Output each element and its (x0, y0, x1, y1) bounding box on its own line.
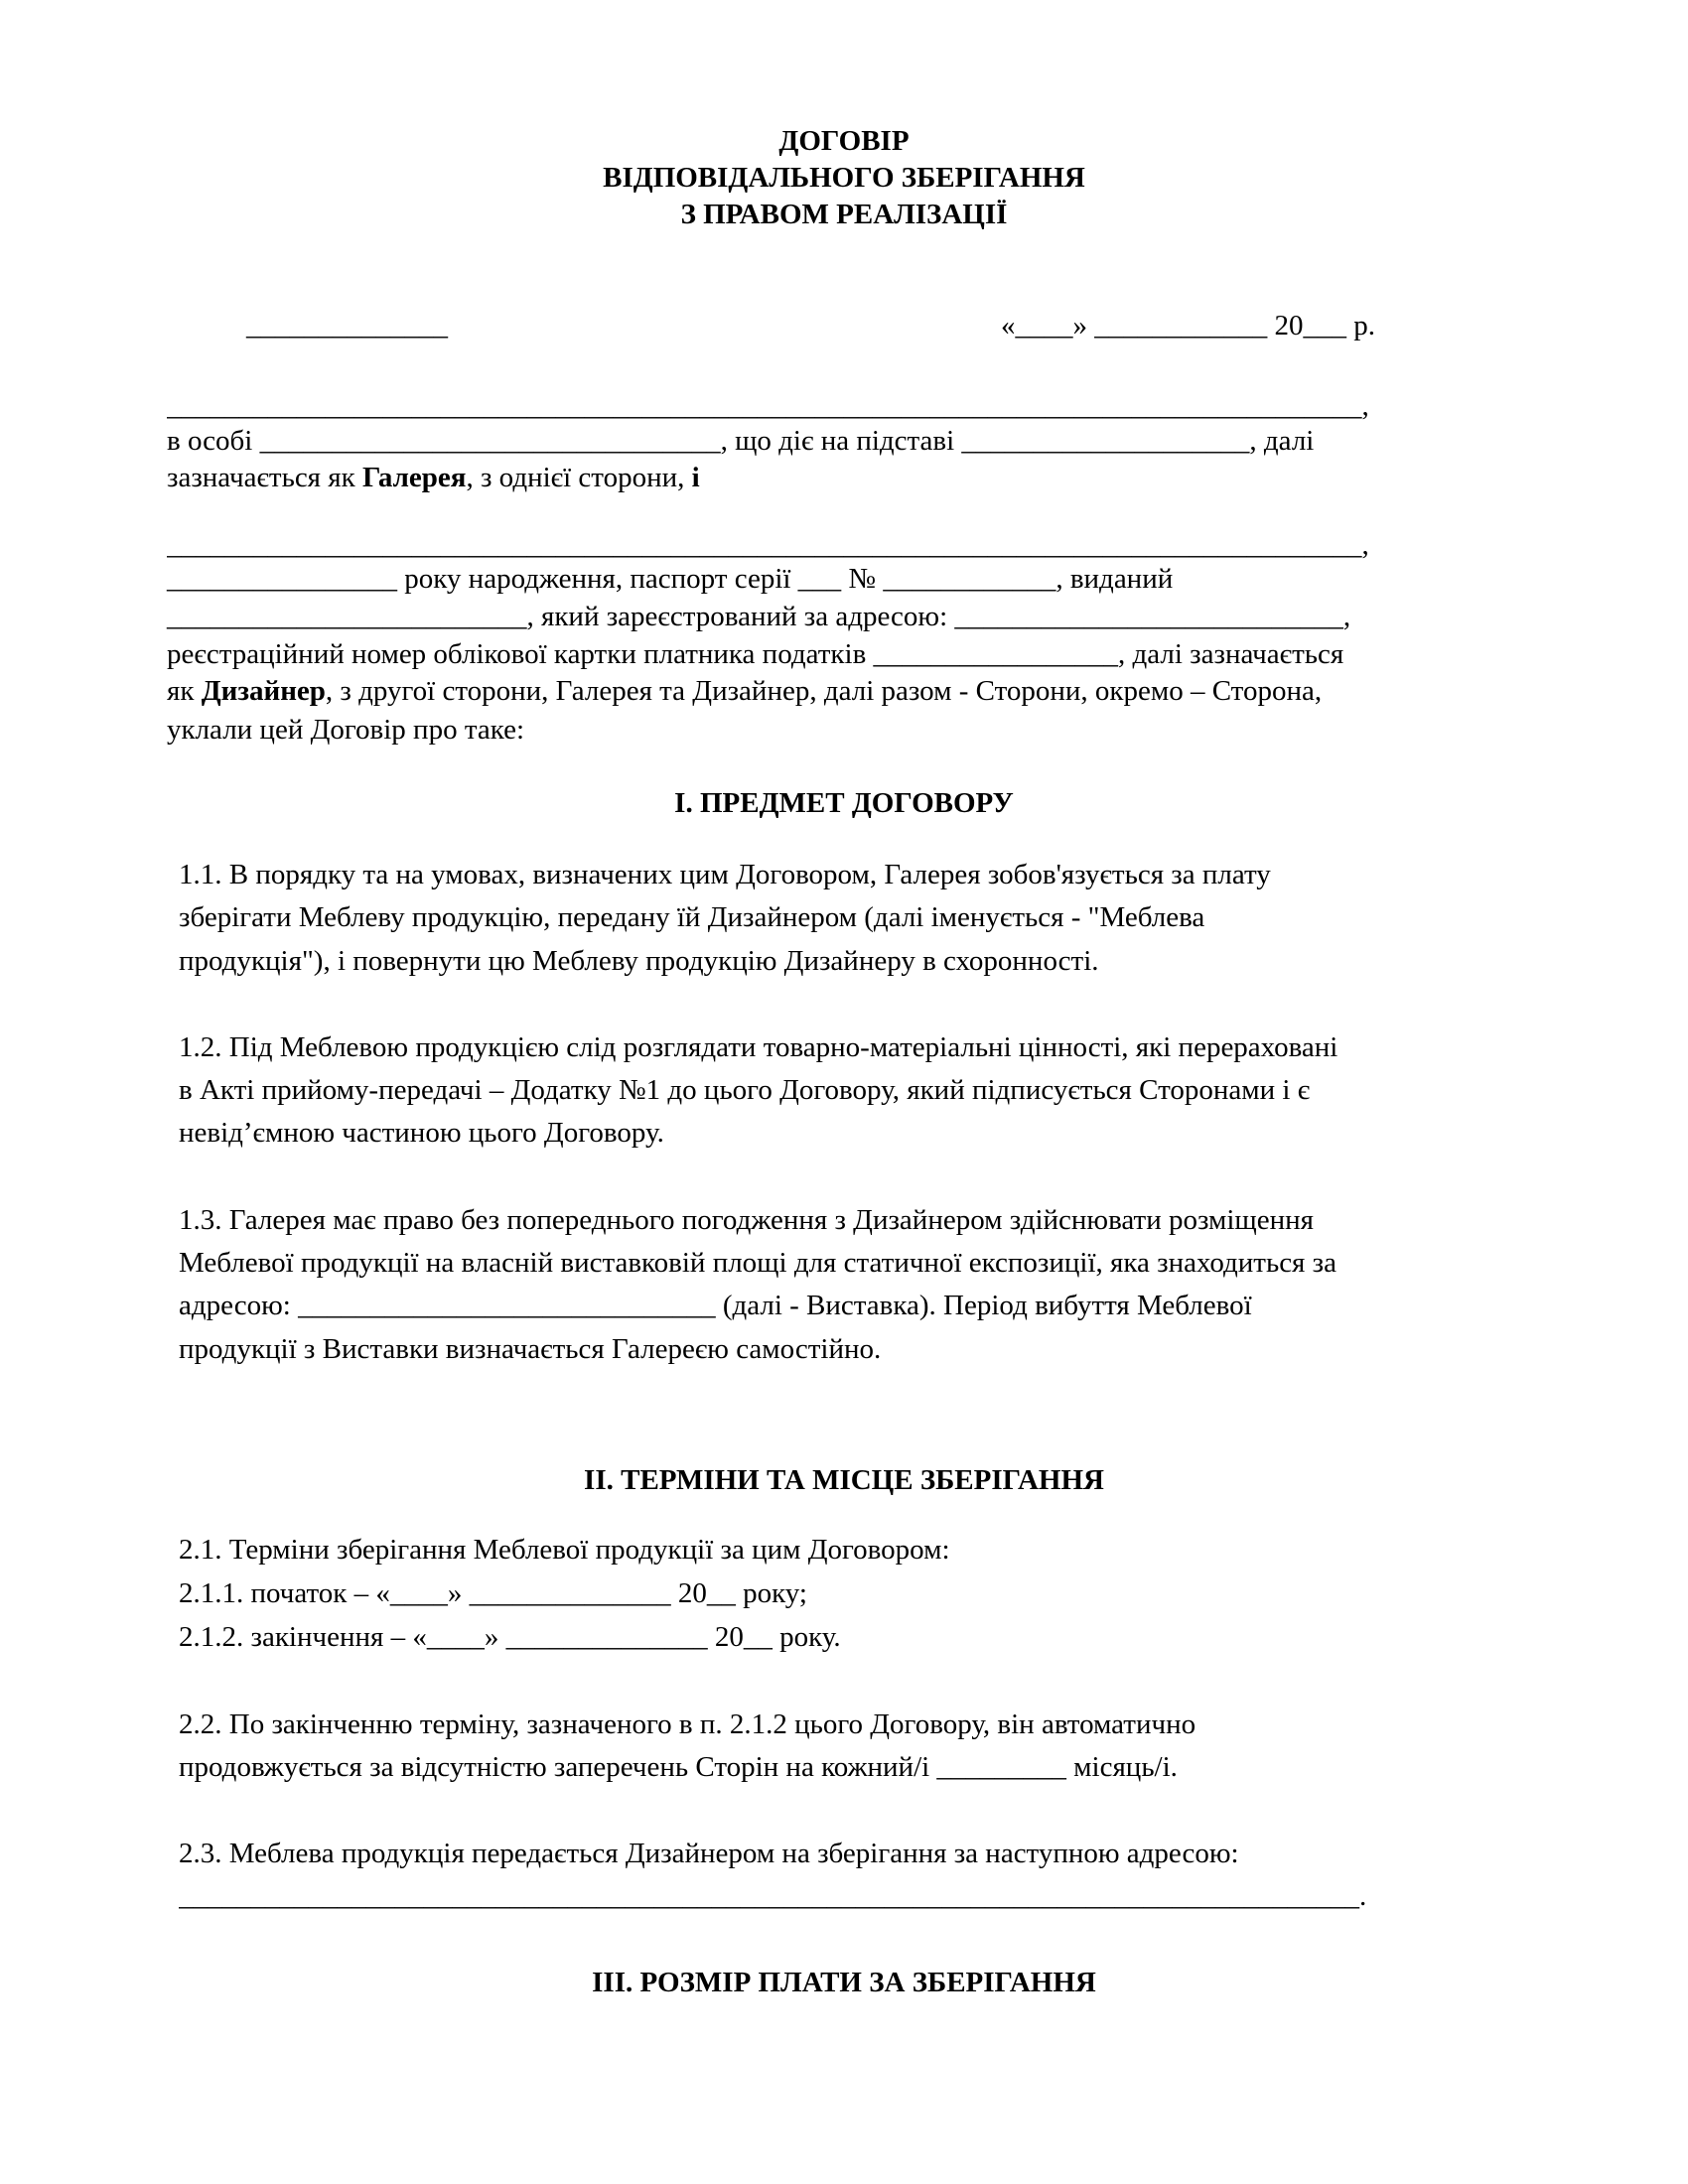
designer-party-name: Дизайнер (201, 675, 326, 707)
clause-2-2-line-1: 2.2. По закінченню терміну, зазначеного в п. 2.1.2 цього Договору, він автоматично (179, 1708, 1196, 1740)
designer-line-5 (167, 672, 1322, 710)
section-2-heading: ІІ. ТЕРМІНИ ТА МІСЦЕ ЗБЕРІГАННЯ (584, 1464, 1104, 1496)
clause-1-1-line-2: зберігати Меблеву продукцію, передану їй Дизайнером (далі іменується - "Меблева (179, 901, 1205, 933)
contract-date: «____» ____________ 20___ р. (1001, 310, 1375, 341)
clause-1-3-line-3: адресою: _____________________________ (далі - Виставка). Період вибуття Меблевої (179, 1290, 1252, 1321)
title-line-2: ВІДПОВІДАЛЬНОГО ЗБЕРІГАННЯ (603, 162, 1085, 194)
gallery-name-line: ___________________________________________________________________________________, (167, 390, 1369, 422)
designer-line-4: реєстраційний номер облікової картки платника податків _________________, далі зазначається (167, 638, 1344, 670)
clause-1-3-line-2: Меблевої продукції на власній виставковій площі для статичної експозиції, яка знаходиться за (179, 1247, 1336, 1279)
designer-line-5-a: як (167, 675, 202, 707)
designer-line-2: ________________ року народження, паспорт серії ___ № ____________, виданий (167, 563, 1174, 595)
clause-1-2-line-1: 1.2. Під Меблевою продукцією слід розглядати товарно-матеріальні цінності, які перераховані (179, 1031, 1338, 1063)
designer-name-line: ___________________________________________________________________________________, (167, 529, 1369, 561)
designer-line-5-b: , з другої сторони, Галерея та Дизайнер, далі разом - Сторони, окремо – Сторона, (325, 675, 1323, 707)
conjunction-and: і (691, 462, 700, 493)
clause-1-3-line-1: 1.3. Галерея має право без попереднього погодження з Дизайнером здійснювати розміщення (179, 1204, 1314, 1236)
gallery-party-name: Галерея (361, 462, 467, 493)
clause-1-2-line-3: невід’ємною частиною цього Договору. (179, 1117, 664, 1149)
clause-2-3-line-2: __________________________________________________________________________________. (179, 1880, 1367, 1912)
clause-1-1-line-1: 1.1. В порядку та на умовах, визначених цим Договором, Галерея зобов'язується за плату (179, 859, 1271, 890)
gallery-line-3-a: зазначається як (167, 462, 362, 493)
clause-1-2-line-2: в Акті прийому-передачі – Додатку №1 до цього Договору, який підписується Сторонами і є (179, 1074, 1311, 1106)
title-line-1: ДОГОВІР (778, 125, 910, 157)
gallery-line-3-b: , з однієї сторони, (466, 462, 692, 493)
designer-line-6: уклали цей Договір про таке: (167, 714, 525, 746)
designer-line-3: _________________________, який зареєстрований за адресою: ___________________________, (167, 601, 1351, 632)
section-1-heading: І. ПРЕДМЕТ ДОГОВОРУ (674, 787, 1014, 819)
clause-2-1-2: 2.1.2. закінчення – «____» ______________ 20__ року. (179, 1621, 841, 1653)
place-blank: ______________ (246, 310, 448, 341)
clause-2-1: 2.1. Терміни зберігання Меблевої продукції за цим Договором: (179, 1534, 950, 1566)
document-title (0, 123, 1688, 233)
clause-2-1-1: 2.1.1. початок – «____» ______________ 20__ року; (179, 1577, 807, 1609)
clause-2-2-line-2: продовжується за відсутністю заперечень Сторін на кожний/і _________ місяць/і. (179, 1751, 1178, 1783)
clause-1-3-line-4: продукції з Виставки визначається Галереєю самостійно. (179, 1333, 882, 1365)
clause-1-1-line-3: продукція"), і повернути цю Меблеву продукцію Дизайнеру в схоронності. (179, 945, 1099, 977)
gallery-line-2: в особі ________________________________, що діє на підставі ____________________, далі (167, 425, 1315, 457)
section-3-heading: ІІІ. РОЗМІР ПЛАТИ ЗА ЗБЕРІГАННЯ (592, 1967, 1096, 1998)
title-line-3: З ПРАВОМ РЕАЛІЗАЦІЇ (680, 199, 1008, 230)
clause-2-3-line-1: 2.3. Меблева продукція передається Дизайнером на зберігання за наступною адресою: (179, 1838, 1239, 1869)
gallery-line-3 (167, 459, 700, 496)
